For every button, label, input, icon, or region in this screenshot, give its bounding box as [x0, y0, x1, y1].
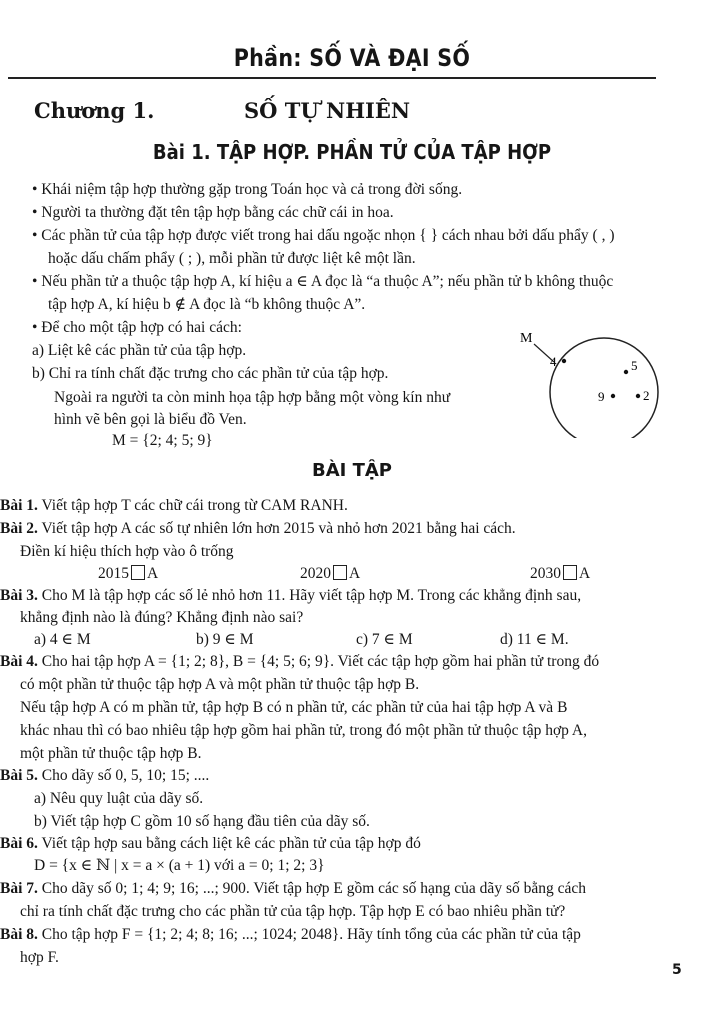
theory-line: • Khái niệm tập hợp thường gặp trong Toán học và cả trong đời sống. [32, 181, 463, 198]
exercise-7-line: chỉ ra tính chất đặc trưng cho các phần tử của tập hợp. Tập hợp E có bao nhiêu phần tử? [20, 903, 566, 920]
exercise-5: Bài 5. Cho dãy số 0, 5, 10; 15; .... [0, 767, 210, 784]
theory-line: • Để cho một tập hợp có hai cách: [32, 319, 242, 336]
fill-item-1: 2015 A [98, 565, 159, 582]
exercise-4: Bài 4. Cho hai tập hợp A = {1; 2; 8}, B = {4; 5; 6; 9}. Viết các tập hợp gồm hai phần tử trong đó [0, 653, 600, 670]
exercise-4-line: Nếu tập hợp A có m phần tử, tập hợp B có n phần tử, các phần tử của hai tập hợp A và B [20, 699, 568, 716]
exercise-4-line: khác nhau thì có bao nhiêu tập hợp gồm hai phần tử, trong đó một phần tử thuộc tập hợp A, [20, 722, 587, 739]
theory-line: a) Liệt kê các phần tử của tập hợp. [32, 342, 247, 359]
theory-line: • Nếu phần tử a thuộc tập hợp A, kí hiệu a ∈ A đọc là “a thuộc A”; nếu phần tử b không thuộc [32, 273, 614, 290]
exercise-4-line: có một phần tử thuộc tập hợp A và một phần tử thuộc tập hợp B. [20, 676, 420, 693]
exercise-2-sub: Điền kí hiệu thích hợp vào ô trống [20, 543, 234, 560]
venn-element: 5 [631, 358, 638, 373]
answer-box[interactable] [131, 565, 145, 580]
exercise-3-option-b: b) 9 ∈ M [196, 631, 254, 648]
exercise-3-option-a: a) 4 ∈ M [34, 631, 91, 648]
exercise-3-option-d: d) 11 ∈ M. [500, 631, 569, 648]
exercise-8: Bài 8. Cho tập hợp F = {1; 2; 4; 8; 16; ...; 1024; 2048}. Hãy tính tổng của các phần tử của tập [0, 926, 581, 943]
page-number: 5 [672, 962, 682, 978]
venn-set-label: M [520, 331, 533, 346]
theory-line: Ngoài ra người ta còn minh họa tập hợp bằng một vòng kín như [54, 389, 451, 406]
venn-diagram [512, 328, 662, 438]
fill-item-3: 2030 A [530, 565, 591, 582]
exercise-7: Bài 7. Cho dãy số 0; 1; 4; 9; 16; ...; 900. Viết tập hợp E gồm các số hạng của dãy số bằng cách [0, 880, 586, 897]
chapter-number: Chương 1. [34, 98, 155, 123]
exercise-4-line: một phần tử thuộc tập hợp B. [20, 745, 202, 762]
set-m-listing: M = {2; 4; 5; 9} [112, 432, 213, 449]
fill-item-2: 2020 A [300, 565, 361, 582]
exercise-3: Bài 3. Cho M là tập hợp các số lẻ nhỏ hơn 11. Hãy viết tập hợp M. Trong các khẳng định sau, [0, 587, 582, 604]
theory-line: • Người ta thường đặt tên tập hợp bằng các chữ cái in hoa. [32, 204, 394, 221]
chapter-title: SỐ TỰ NHIÊN [244, 98, 411, 123]
answer-box[interactable] [333, 565, 347, 580]
theory-line: hình vẽ bên gọi là biểu đồ Ven. [54, 411, 247, 428]
theory-line: b) Chỉ ra tính chất đặc trưng cho các phần tử của tập hợp. [32, 365, 389, 382]
exercise-6: Bài 6. Viết tập hợp sau bằng cách liệt kê các phần tử của tập hợp đó [0, 835, 421, 852]
theory-line: hoặc dấu chấm phẩy ( ; ), mỗi phần tử được liệt kê một lần. [48, 250, 416, 267]
exercise-2: Bài 2. Viết tập hợp A các số tự nhiên lớn hơn 2015 và nhỏ hơn 2021 bằng hai cách. [0, 520, 516, 537]
exercise-1: Bài 1. Viết tập hợp T các chữ cái trong từ CAM RANH. [0, 497, 348, 514]
exercise-5-a: a) Nêu quy luật của dãy số. [34, 790, 204, 807]
venn-element: 4 [550, 354, 557, 369]
exercise-8-line: hợp F. [20, 949, 59, 966]
exercise-5-b: b) Viết tập hợp C gồm 10 số hạng đầu tiên của dãy số. [34, 813, 370, 830]
exercise-6-set: D = {x ∈ ℕ | x = a × (a + 1) với a = 0; 1; 2; 3} [34, 857, 325, 874]
venn-element: 2 [643, 388, 650, 403]
answer-box[interactable] [563, 565, 577, 580]
exercise-3-option-c: c) 7 ∈ M [356, 631, 413, 648]
venn-element: 9 [598, 389, 605, 404]
exercises-heading: BÀI TẬP [311, 460, 392, 481]
theory-line: • Các phần tử của tập hợp được viết trong hai dấu ngoặc nhọn { } cách nhau bởi dấu phẩy ( , ) [32, 227, 615, 244]
title-rule [8, 77, 656, 79]
lesson-title: Bài 1. TẬP HỢP. PHẦN TỬ CỦA TẬP HỢP [152, 140, 552, 164]
theory-line: tập hợp A, kí hiệu b ∉ A đọc là “b không thuộc A”. [48, 296, 366, 313]
exercise-3-line: khẳng định nào là đúng? Khẳng định nào sai? [20, 609, 304, 626]
venn-circle [550, 338, 658, 438]
part-title: Phần: SỐ VÀ ĐẠI SỐ [233, 44, 471, 72]
